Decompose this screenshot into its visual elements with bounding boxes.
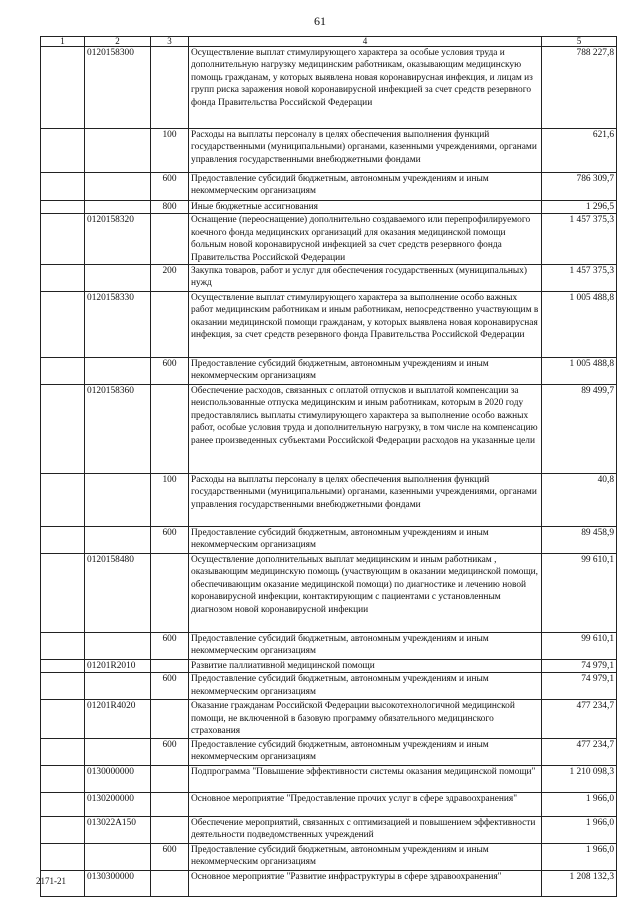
cell-blank bbox=[41, 358, 85, 385]
cell-code bbox=[85, 265, 151, 292]
cell-amount: 1 005 488,8 bbox=[542, 292, 617, 358]
table-row bbox=[41, 474, 617, 527]
header-col-1: 1 bbox=[41, 37, 85, 47]
cell-code: 0130200000 bbox=[85, 792, 151, 816]
cell-expense-type: 600 bbox=[151, 633, 189, 660]
cell-amount: 1 966,0 bbox=[542, 816, 617, 843]
budget-table bbox=[40, 36, 617, 897]
cell-blank bbox=[41, 633, 85, 660]
cell-amount: 74 979,1 bbox=[542, 673, 617, 700]
cell-description: Предоставление субсидий бюджетным, автономным учреждениям и иным некоммерческим организациям bbox=[189, 738, 542, 765]
cell-expense-type bbox=[151, 47, 189, 129]
cell-expense-type: 200 bbox=[151, 265, 189, 292]
cell-expense-type: 600 bbox=[151, 738, 189, 765]
table-row bbox=[41, 633, 617, 660]
cell-amount: 788 227,8 bbox=[542, 47, 617, 129]
cell-description: Развитие паллиативной медицинской помощи bbox=[189, 660, 542, 673]
cell-expense-type bbox=[151, 816, 189, 843]
cell-code bbox=[85, 527, 151, 554]
cell-blank bbox=[41, 816, 85, 843]
page-number: 61 bbox=[314, 14, 326, 28]
cell-amount: 89 458,9 bbox=[542, 527, 617, 554]
table-row bbox=[41, 527, 617, 554]
cell-blank bbox=[41, 792, 85, 816]
cell-amount: 477 234,7 bbox=[542, 700, 617, 738]
cell-description: Предоставление субсидий бюджетным, автономным учреждениям и иным некоммерческим организациям bbox=[189, 527, 542, 554]
cell-amount: 99 610,1 bbox=[542, 554, 617, 633]
cell-expense-type: 600 bbox=[151, 527, 189, 554]
header-col-3: 3 bbox=[151, 37, 189, 47]
cell-code: 0120158330 bbox=[85, 292, 151, 358]
table-row bbox=[41, 673, 617, 700]
cell-code: 0120158480 bbox=[85, 554, 151, 633]
cell-blank bbox=[41, 554, 85, 633]
cell-description: Основное мероприятие "Развитие инфраструктуры в сфере здравоохранения" bbox=[189, 870, 542, 896]
cell-amount: 786 309,7 bbox=[542, 173, 617, 201]
cell-description: Обеспечение мероприятий, связанных с оптимизацией и повышением эффективности деятельности подведомственных учреждений bbox=[189, 816, 542, 843]
cell-amount: 1 296,5 bbox=[542, 201, 617, 214]
cell-description: Оснащение (переоснащение) дополнительно создаваемого или перепрофилируемого коечного фонда медицинских организаций для оказания медицинской помощи больным новой коронавирусной инфекцией за счет средств резервного фонда Правительства Российской Федерации bbox=[189, 214, 542, 265]
cell-blank bbox=[41, 292, 85, 358]
cell-blank bbox=[41, 47, 85, 129]
table-body bbox=[41, 47, 617, 897]
table-row bbox=[41, 816, 617, 843]
cell-code bbox=[85, 129, 151, 173]
cell-blank bbox=[41, 843, 85, 870]
cell-amount: 1 210 098,3 bbox=[542, 765, 617, 792]
cell-amount: 89 499,7 bbox=[542, 385, 617, 474]
cell-blank bbox=[41, 201, 85, 214]
cell-code bbox=[85, 474, 151, 527]
cell-code: 0120158300 bbox=[85, 47, 151, 129]
cell-description: Предоставление субсидий бюджетным, автономным учреждениям и иным некоммерческим организациям bbox=[189, 673, 542, 700]
cell-code bbox=[85, 173, 151, 201]
cell-blank bbox=[41, 173, 85, 201]
cell-expense-type: 600 bbox=[151, 843, 189, 870]
cell-description: Иные бюджетные ассигнования bbox=[189, 201, 542, 214]
table-row bbox=[41, 554, 617, 633]
cell-blank bbox=[41, 265, 85, 292]
cell-code: 0120158320 bbox=[85, 214, 151, 265]
table-row bbox=[41, 660, 617, 673]
cell-expense-type bbox=[151, 792, 189, 816]
cell-code: 01201R4020 bbox=[85, 700, 151, 738]
cell-blank bbox=[41, 673, 85, 700]
cell-amount: 1 005 488,8 bbox=[542, 358, 617, 385]
table-row bbox=[41, 870, 617, 896]
table-row bbox=[41, 385, 617, 474]
cell-expense-type: 600 bbox=[151, 358, 189, 385]
cell-description: Расходы на выплаты персоналу в целях обеспечения выполнения функций государственными (муниципальными) органами, казенными учреждениями, органами управления государственными внебюджетными фондами bbox=[189, 129, 542, 173]
cell-amount: 1 966,0 bbox=[542, 843, 617, 870]
table-row bbox=[41, 292, 617, 358]
header-col-2: 2 bbox=[85, 37, 151, 47]
cell-description: Закупка товаров, работ и услуг для обеспечения государственных (муниципальных) нужд bbox=[189, 265, 542, 292]
cell-description: Предоставление субсидий бюджетным, автономным учреждениям и иным некоммерческим организациям bbox=[189, 358, 542, 385]
table-row bbox=[41, 173, 617, 201]
table-row bbox=[41, 843, 617, 870]
cell-description: Оказание гражданам Российской Федерации высокотехнологичной медицинской помощи, не включенной в базовую программу обязательного медицинского страхования bbox=[189, 700, 542, 738]
cell-expense-type bbox=[151, 700, 189, 738]
cell-description: Предоставление субсидий бюджетным, автономным учреждениям и иным некоммерческим организациям bbox=[189, 843, 542, 870]
cell-expense-type bbox=[151, 660, 189, 673]
cell-description: Осуществление дополнительных выплат медицинским и иным работникам , оказывающим медицинскую помощь (участвующим в оказании медицинской помощи, обеспечивающим оказание медицинской помощи) по диагностике и лечению новой коронавирусной инфекции, контактирующим с пациентами с установленным диагнозом новой коронавирусной инфекции bbox=[189, 554, 542, 633]
cell-amount: 1 966,0 bbox=[542, 792, 617, 816]
cell-expense-type: 800 bbox=[151, 201, 189, 214]
table-row bbox=[41, 792, 617, 816]
cell-code bbox=[85, 201, 151, 214]
cell-code: 0130300000 bbox=[85, 870, 151, 896]
cell-code bbox=[85, 843, 151, 870]
header-col-5: 5 bbox=[542, 37, 617, 47]
cell-amount: 40,8 bbox=[542, 474, 617, 527]
cell-blank bbox=[41, 660, 85, 673]
document-code: 2171-21 bbox=[36, 876, 66, 886]
table-row bbox=[41, 265, 617, 292]
cell-expense-type: 100 bbox=[151, 474, 189, 527]
cell-amount: 621,6 bbox=[542, 129, 617, 173]
cell-amount: 99 610,1 bbox=[542, 633, 617, 660]
cell-description: Основное мероприятие "Предоставление прочих услуг в сфере здравоохранения" bbox=[189, 792, 542, 816]
table-row bbox=[41, 214, 617, 265]
cell-code bbox=[85, 633, 151, 660]
table-row bbox=[41, 201, 617, 214]
cell-code: 01201R2010 bbox=[85, 660, 151, 673]
cell-amount: 74 979,1 bbox=[542, 660, 617, 673]
cell-amount: 1 208 132,3 bbox=[542, 870, 617, 896]
cell-code bbox=[85, 358, 151, 385]
cell-expense-type bbox=[151, 765, 189, 792]
cell-description: Подпрограмма "Повышение эффективности системы оказания медицинской помощи" bbox=[189, 765, 542, 792]
cell-blank bbox=[41, 129, 85, 173]
table-header bbox=[41, 37, 617, 47]
table-row bbox=[41, 358, 617, 385]
table-row bbox=[41, 738, 617, 765]
cell-expense-type bbox=[151, 554, 189, 633]
cell-description: Предоставление субсидий бюджетным, автономным учреждениям и иным некоммерческим организациям bbox=[189, 173, 542, 201]
cell-code: 0120158360 bbox=[85, 385, 151, 474]
table-row bbox=[41, 129, 617, 173]
cell-code bbox=[85, 738, 151, 765]
cell-blank bbox=[41, 474, 85, 527]
cell-code: 013022А150 bbox=[85, 816, 151, 843]
cell-amount: 1 457 375,3 bbox=[542, 265, 617, 292]
cell-blank bbox=[41, 385, 85, 474]
cell-amount: 1 457 375,3 bbox=[542, 214, 617, 265]
cell-code: 0130000000 bbox=[85, 765, 151, 792]
cell-blank bbox=[41, 765, 85, 792]
cell-blank bbox=[41, 527, 85, 554]
header-col-4: 4 bbox=[189, 37, 542, 47]
cell-blank bbox=[41, 738, 85, 765]
cell-expense-type bbox=[151, 214, 189, 265]
cell-description: Обеспечение расходов, связанных с оплатой отпусков и выплатой компенсации за неиспользованные отпуска медицинским и иным работникам, которым в 2020 году предоставлялись выплаты стимулирующего характера за выполнение особо важных работ, особые условия труда и дополнительную нагрузку, в том числе на компенсацию ранее произведенных субъектами Российской Федерации расходов на указанные цели bbox=[189, 385, 542, 474]
cell-description: Осуществление выплат стимулирующего характера за выполнение особо важных работ медицинским работникам и иным работникам, непосредственно участвующим в оказании медицинской помощи гражданам, у которых выявлена новая коронавирусная инфекция, за счет средств резервного фонда Правительства Российской Федерации bbox=[189, 292, 542, 358]
cell-expense-type bbox=[151, 870, 189, 896]
cell-expense-type bbox=[151, 385, 189, 474]
cell-expense-type bbox=[151, 292, 189, 358]
cell-expense-type: 100 bbox=[151, 129, 189, 173]
cell-code bbox=[85, 673, 151, 700]
cell-blank bbox=[41, 700, 85, 738]
cell-description: Предоставление субсидий бюджетным, автономным учреждениям и иным некоммерческим организациям bbox=[189, 633, 542, 660]
table-row bbox=[41, 47, 617, 129]
cell-expense-type: 600 bbox=[151, 173, 189, 201]
cell-description: Осуществление выплат стимулирующего характера за особые условия труда и дополнительную нагрузку медицинским работникам, оказывающим медицинскую помощь гражданам, у которых выявлена новая коронавирусная инфекция, и лицам из групп риска заражения новой коронавирусной инфекцией за счет средств резервного фонда Правительства Российской Федерации bbox=[189, 47, 542, 129]
cell-blank bbox=[41, 214, 85, 265]
cell-expense-type: 600 bbox=[151, 673, 189, 700]
cell-description: Расходы на выплаты персоналу в целях обеспечения выполнения функций государственными (муниципальными) органами, казенными учреждениями, органами управления государственными внебюджетными фондами bbox=[189, 474, 542, 527]
table-row bbox=[41, 700, 617, 738]
table-row bbox=[41, 765, 617, 792]
cell-amount: 477 234,7 bbox=[542, 738, 617, 765]
